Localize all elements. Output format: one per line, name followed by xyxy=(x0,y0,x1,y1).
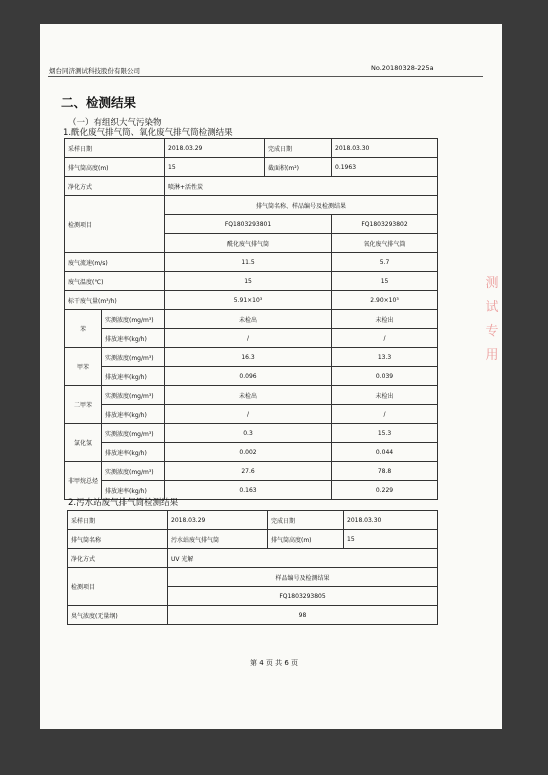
table-row xyxy=(65,272,438,291)
table-row xyxy=(68,568,438,587)
cell-label: 采样日期 xyxy=(68,511,168,530)
cell-value: 0.044 xyxy=(332,443,438,462)
page-number: 第 4 页 共 6 页 xyxy=(249,659,299,667)
table1-title: 1.酰化废气排气筒、氧化废气排气筒检测结果 xyxy=(63,128,233,138)
table-row xyxy=(65,139,438,158)
cell-label: 检测项目 xyxy=(65,196,165,253)
cell-value: / xyxy=(165,329,332,348)
cell-label: 实测浓度(mg/m³) xyxy=(102,462,165,481)
cell-value: 未检出 xyxy=(332,310,438,329)
table-wastewater-station xyxy=(67,510,438,625)
pollutant-name: 苯 xyxy=(65,310,102,348)
cell-label: 净化方式 xyxy=(68,549,168,568)
header-divider xyxy=(48,76,483,77)
cell-label: 完成日期 xyxy=(268,511,344,530)
cell-value: 2018.03.29 xyxy=(168,511,268,530)
table-row xyxy=(65,177,438,196)
table-row xyxy=(68,606,438,625)
cell-label: 采样日期 xyxy=(65,139,165,158)
cell-value: 喷淋+活性炭 xyxy=(165,177,438,196)
table-row xyxy=(65,405,438,424)
report-number: No.20180328-225a xyxy=(371,64,434,72)
table-row xyxy=(65,348,438,367)
cell-value: 0.096 xyxy=(165,367,332,386)
pollutant-name: 非甲烷总烃 xyxy=(65,462,102,500)
cell-label: 废气流速(m/s) xyxy=(65,253,165,272)
cell-value: 5.91×10³ xyxy=(165,291,332,310)
stack-name: 酰化废气排气筒 xyxy=(165,234,332,253)
cell-value: 0.1963 xyxy=(332,158,438,177)
table-organized-emissions xyxy=(64,138,438,500)
cell-label: 废气温度(℃) xyxy=(65,272,165,291)
table2-title: 2.污水站废气排气筒检测结果 xyxy=(68,498,179,508)
pollutant-name: 甲苯 xyxy=(65,348,102,386)
cell-label: 截面积(m²) xyxy=(265,158,332,177)
cell-value: 15 xyxy=(344,530,438,549)
cell-label: 检测项目 xyxy=(68,568,168,606)
cell-value: 11.5 xyxy=(165,253,332,272)
cell-value: 0.002 xyxy=(165,443,332,462)
cell-value: / xyxy=(165,405,332,424)
cell-value: 5.7 xyxy=(332,253,438,272)
cell-label: 臭气浓度(无量纲) xyxy=(68,606,168,625)
cell-value: 2.90×10³ xyxy=(332,291,438,310)
group-header: 样品编号及检测结果 xyxy=(168,568,438,587)
cell-label: 标干废气量(m³/h) xyxy=(65,291,165,310)
cell-label: 排气筒高度(m) xyxy=(268,530,344,549)
cell-value: 0.229 xyxy=(332,481,438,500)
section-title: 二、检测结果 xyxy=(61,95,137,110)
cell-value: 0.3 xyxy=(165,424,332,443)
sample-id: FQ1803293801 xyxy=(165,215,332,234)
cell-value: 13.3 xyxy=(332,348,438,367)
cell-value: 15 xyxy=(165,158,265,177)
cell-value: 2018.03.30 xyxy=(332,139,438,158)
sample-id: FQ1803293805 xyxy=(168,587,438,606)
cell-value: 15.3 xyxy=(332,424,438,443)
cell-value: 未检出 xyxy=(165,310,332,329)
pollutant-name: 氯化氢 xyxy=(65,424,102,462)
table-row xyxy=(65,253,438,272)
cell-value: 16.3 xyxy=(165,348,332,367)
cell-label: 排气筒名称 xyxy=(68,530,168,549)
cell-label: 排放速率(kg/h) xyxy=(102,405,165,424)
cell-value: UV 光解 xyxy=(168,549,438,568)
cell-label: 排放速率(kg/h) xyxy=(102,443,165,462)
cell-label: 排放速率(kg/h) xyxy=(102,481,165,500)
table-row xyxy=(68,530,438,549)
table-row xyxy=(65,367,438,386)
cell-value: 15 xyxy=(165,272,332,291)
table-row xyxy=(65,329,438,348)
table-row xyxy=(65,196,438,215)
table-row xyxy=(65,158,438,177)
cell-value: / xyxy=(332,329,438,348)
stack-name: 氧化废气排气筒 xyxy=(332,234,438,253)
cell-value: 0.163 xyxy=(165,481,332,500)
table-row xyxy=(65,291,438,310)
cell-label: 实测浓度(mg/m³) xyxy=(102,386,165,405)
cell-value: 15 xyxy=(332,272,438,291)
sample-id: FQ1803293802 xyxy=(332,215,438,234)
company-name: 烟台同济测试科技股份有限公司 xyxy=(49,67,140,75)
seal-stamp: 测 试 专 用 xyxy=(485,276,499,363)
cell-value: 2018.03.30 xyxy=(344,511,438,530)
table-row xyxy=(68,511,438,530)
cell-value: 未检出 xyxy=(332,386,438,405)
table-row xyxy=(65,462,438,481)
cell-value: 78.8 xyxy=(332,462,438,481)
table-row xyxy=(65,424,438,443)
cell-label: 实测浓度(mg/m³) xyxy=(102,424,165,443)
cell-label: 净化方式 xyxy=(65,177,165,196)
cell-value: 0.039 xyxy=(332,367,438,386)
table-row xyxy=(65,310,438,329)
subsection-title: （一）有组织大气污染物 xyxy=(68,118,162,128)
cell-label: 排放速率(kg/h) xyxy=(102,367,165,386)
cell-label: 实测浓度(mg/m³) xyxy=(102,348,165,367)
pollutant-name: 二甲苯 xyxy=(65,386,102,424)
cell-value: 未检出 xyxy=(165,386,332,405)
table-row xyxy=(68,549,438,568)
cell-value: 98 xyxy=(168,606,438,625)
cell-label: 完成日期 xyxy=(265,139,332,158)
table-row xyxy=(65,443,438,462)
cell-label: 实测浓度(mg/m³) xyxy=(102,310,165,329)
cell-label: 排气筒高度(m) xyxy=(65,158,165,177)
cell-label: 排放速率(kg/h) xyxy=(102,329,165,348)
group-header: 排气筒名称、样品编号及检测结果 xyxy=(165,196,438,215)
cell-value: 2018.03.29 xyxy=(165,139,265,158)
cell-value: / xyxy=(332,405,438,424)
table-row xyxy=(65,386,438,405)
cell-value: 污水站废气排气筒 xyxy=(168,530,268,549)
cell-value: 27.6 xyxy=(165,462,332,481)
